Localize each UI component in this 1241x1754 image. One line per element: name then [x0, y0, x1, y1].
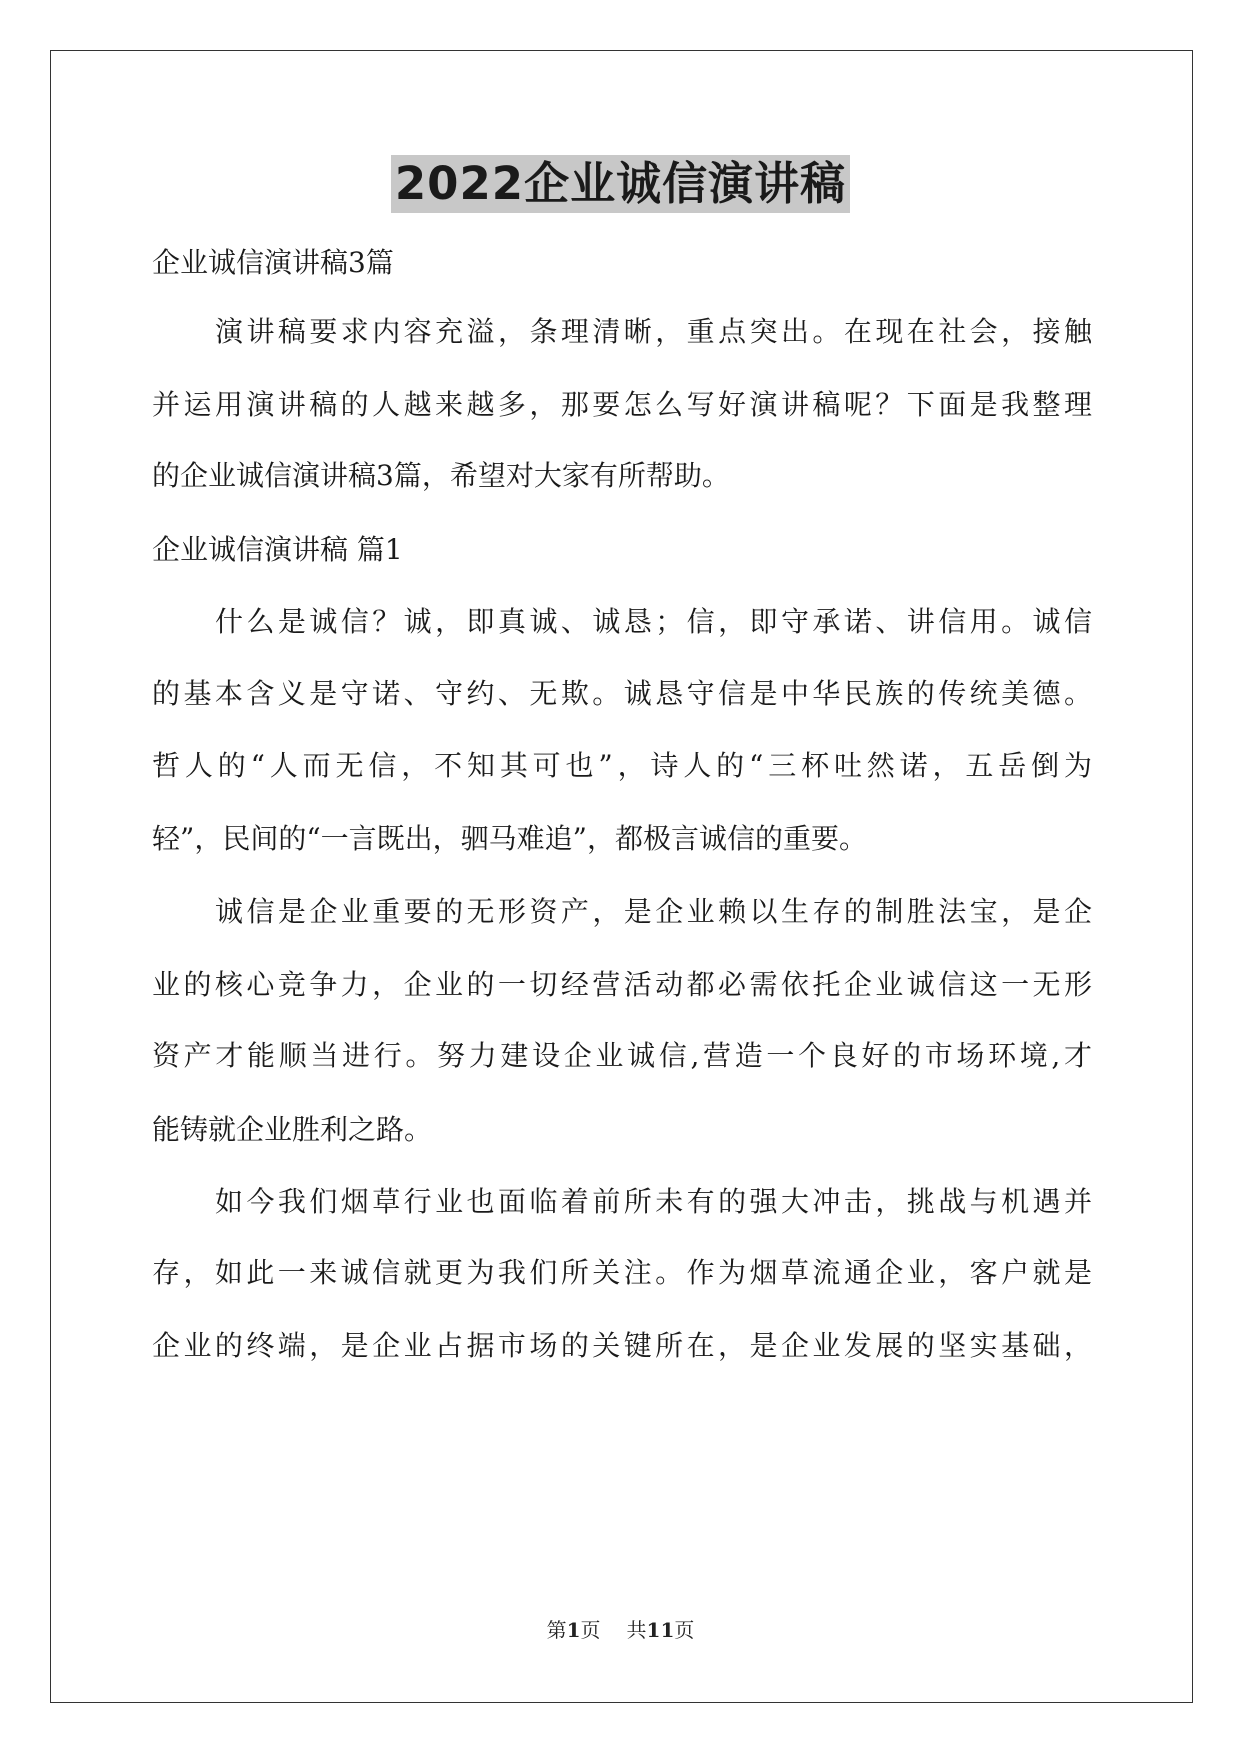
paragraph-line: 的基本含义是守诺、守约、无欺。诚恳守信是中华民族的传统美德。 — [152, 677, 1092, 710]
page-suffix: 页 — [580, 1618, 601, 1642]
paragraph-line: 轻”，民间的“一言既出，驷马难追”，都极言诚信的重要。 — [152, 822, 867, 855]
section-heading: 企业诚信演讲稿 篇1 — [152, 533, 403, 566]
title-container — [0, 155, 1241, 213]
document-subtitle: 企业诚信演讲稿3篇 — [152, 246, 394, 279]
paragraph-line: 诚信是企业重要的无形资产，是企业赖以生存的制胜法宝，是企 — [215, 895, 1092, 928]
paragraph-line: 能铸就企业胜利之路。 — [152, 1113, 433, 1146]
paragraph-line: 哲人的“人而无信，不知其可也”，诗人的“三杯吐然诺，五岳倒为 — [152, 749, 1092, 782]
intro-line: 的企业诚信演讲稿3篇，希望对大家有所帮助。 — [152, 459, 730, 492]
page-footer — [0, 1616, 1241, 1644]
paragraph-line: 什么是诚信？诚，即真诚、诚恳；信，即守承诺、讲信用。诚信 — [215, 605, 1092, 638]
document-title: 2022企业诚信演讲稿 — [391, 155, 850, 213]
paragraph-line: 如今我们烟草行业也面临着前所未有的强大冲击，挑战与机遇并 — [215, 1185, 1092, 1218]
page-current: 1 — [566, 1618, 581, 1642]
page-border — [50, 50, 1193, 1703]
paragraph-line: 业的核心竞争力，企业的一切经营活动都必需依托企业诚信这一无形 — [152, 968, 1092, 1001]
paragraph-line: 资产才能顺当进行。努力建设企业诚信,营造一个良好的市场环境,才 — [152, 1039, 1092, 1072]
paragraph-line: 存，如此一来诚信就更为我们所关注。作为烟草流通企业，客户就是 — [152, 1256, 1092, 1289]
paragraph-line: 企业的终端，是企业占据市场的关键所在，是企业发展的坚实基础， — [152, 1329, 1092, 1362]
page-total: 11 — [646, 1618, 675, 1642]
intro-line: 演讲稿要求内容充溢，条理清晰，重点突出。在现在社会，接触 — [215, 315, 1092, 348]
total-suffix: 页 — [674, 1618, 695, 1642]
page-prefix: 第 — [546, 1618, 567, 1642]
total-prefix: 共 — [626, 1618, 647, 1642]
intro-line: 并运用演讲稿的人越来越多，那要怎么写好演讲稿呢？下面是我整理 — [152, 388, 1092, 421]
